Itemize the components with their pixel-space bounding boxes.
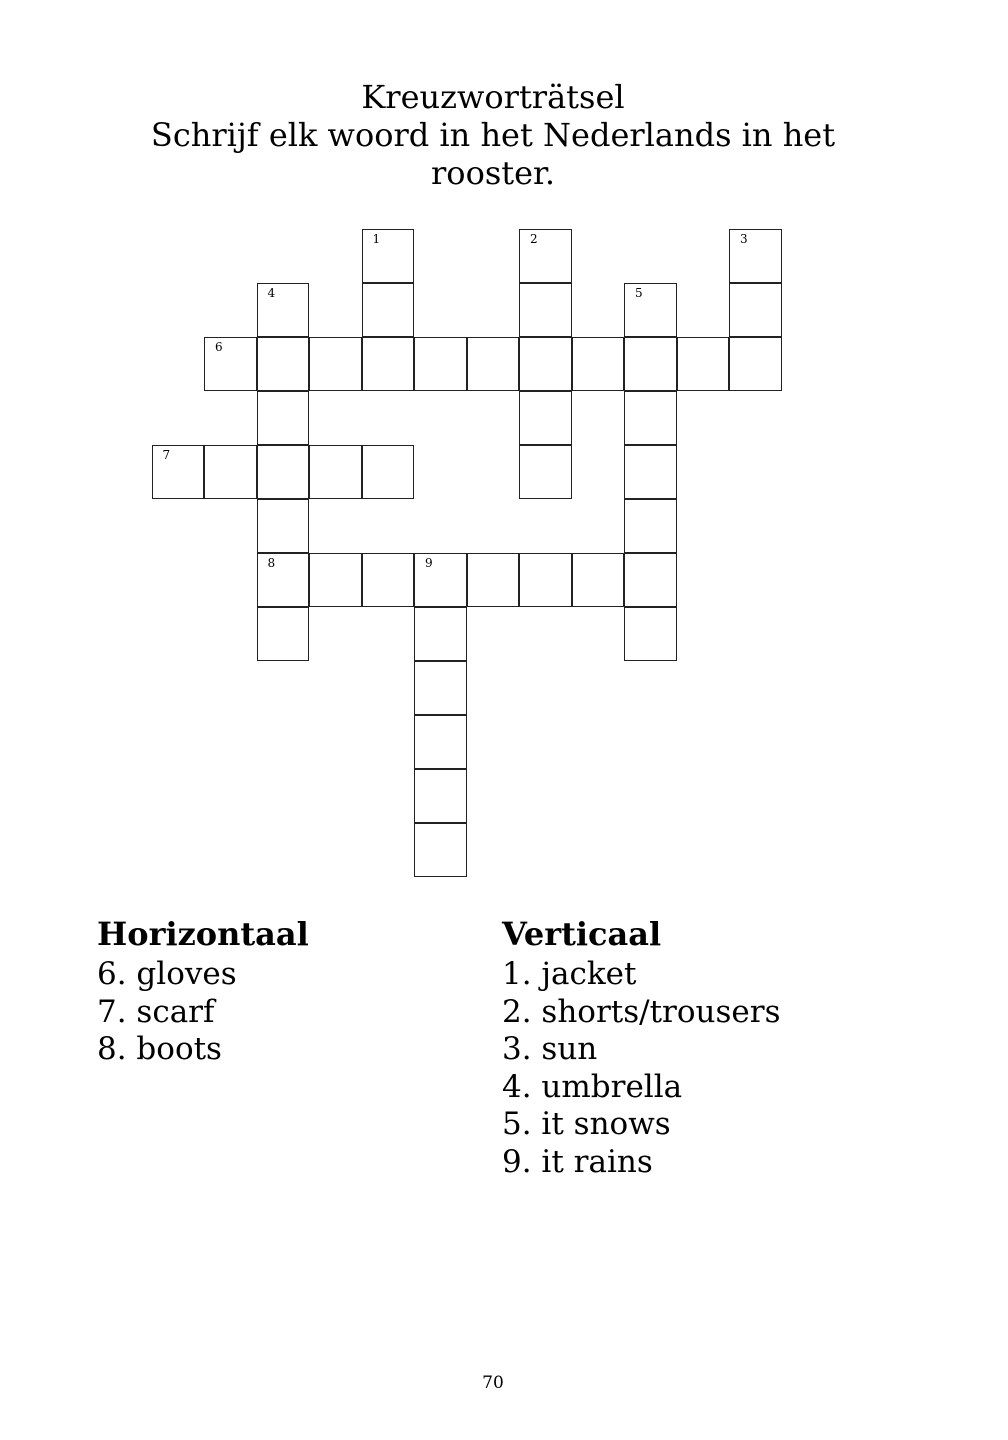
grid-cell[interactable] [624, 445, 677, 499]
grid-cell[interactable] [204, 337, 257, 391]
grid-cell[interactable] [309, 337, 362, 391]
grid-cell[interactable] [257, 283, 310, 337]
grid-cell[interactable] [729, 229, 782, 283]
grid-cell[interactable] [414, 553, 467, 607]
grid-cell[interactable] [467, 553, 520, 607]
grid-cell[interactable] [519, 283, 572, 337]
grid-cell[interactable] [257, 337, 310, 391]
across-clue: 6. gloves [97, 956, 237, 992]
grid-cell[interactable] [309, 445, 362, 499]
grid-cell[interactable] [362, 553, 415, 607]
grid-cell[interactable] [519, 337, 572, 391]
clue-number: 1 [372, 232, 381, 246]
grid-cell[interactable] [257, 499, 310, 553]
grid-cell[interactable] [572, 337, 625, 391]
page-number: 70 [482, 1373, 504, 1393]
down-clue: 3. sun [502, 1031, 598, 1067]
down-clue: 4. umbrella [502, 1068, 683, 1105]
clue-number: 5 [635, 286, 643, 300]
grid-cell[interactable] [519, 553, 572, 607]
across-clue: 8. boots [97, 1031, 222, 1067]
grid-cell[interactable] [362, 229, 415, 283]
down-clues [502, 915, 781, 1181]
grid-cell[interactable] [414, 661, 467, 715]
puzzle-title: Kreuzworträtsel [361, 78, 625, 116]
grid-cell[interactable] [624, 499, 677, 553]
grid-cell[interactable] [257, 607, 310, 661]
clue-number: 3 [740, 232, 748, 246]
across-heading: Horizontaal [97, 915, 309, 953]
clue-number: 7 [162, 448, 171, 462]
grid-cell[interactable] [729, 283, 782, 337]
down-clue: 9. it rains [502, 1143, 653, 1180]
grid-cell[interactable] [362, 445, 415, 499]
grid-cell[interactable] [519, 229, 572, 283]
down-clue: 1. jacket [502, 956, 637, 992]
grid-cell[interactable] [729, 337, 782, 391]
grid-cell[interactable] [204, 445, 257, 499]
grid-cell[interactable] [624, 337, 677, 391]
grid-cell[interactable] [152, 445, 205, 499]
down-clue: 2. shorts/trousers [502, 993, 781, 1030]
grid-cell[interactable] [414, 715, 467, 769]
grid-cell[interactable] [362, 283, 415, 337]
across-clues [97, 915, 309, 1069]
clue-number: 8 [267, 556, 276, 570]
grid-cell[interactable] [467, 337, 520, 391]
instruction-line-1: Schrijf elk woord in het Nederlands in het [150, 116, 836, 154]
clue-number: 9 [425, 556, 433, 570]
grid-cell[interactable] [414, 769, 467, 823]
clue-number: 4 [267, 286, 276, 300]
clue-number: 6 [215, 340, 223, 354]
grid-cell[interactable] [624, 283, 677, 337]
down-heading: Verticaal [502, 915, 662, 953]
across-clue: 7. scarf [97, 993, 215, 1030]
grid-cell[interactable] [257, 445, 310, 499]
grid-cell[interactable] [362, 337, 415, 391]
grid-cell[interactable] [677, 337, 730, 391]
grid-cell[interactable] [414, 337, 467, 391]
grid-cell[interactable] [309, 553, 362, 607]
down-clue: 5. it snows [502, 1106, 671, 1142]
grid-cell[interactable] [519, 391, 572, 445]
grid-cell[interactable] [572, 553, 625, 607]
grid-cell[interactable] [257, 391, 310, 445]
grid-cell[interactable] [624, 553, 677, 607]
clue-number: 2 [530, 232, 538, 246]
instruction-line-2: rooster. [431, 154, 555, 192]
grid-cell[interactable] [257, 553, 310, 607]
grid-cell[interactable] [624, 607, 677, 661]
grid-cell[interactable] [624, 391, 677, 445]
grid-cell[interactable] [414, 823, 467, 877]
grid-cell[interactable] [414, 607, 467, 661]
grid-cell[interactable] [519, 445, 572, 499]
